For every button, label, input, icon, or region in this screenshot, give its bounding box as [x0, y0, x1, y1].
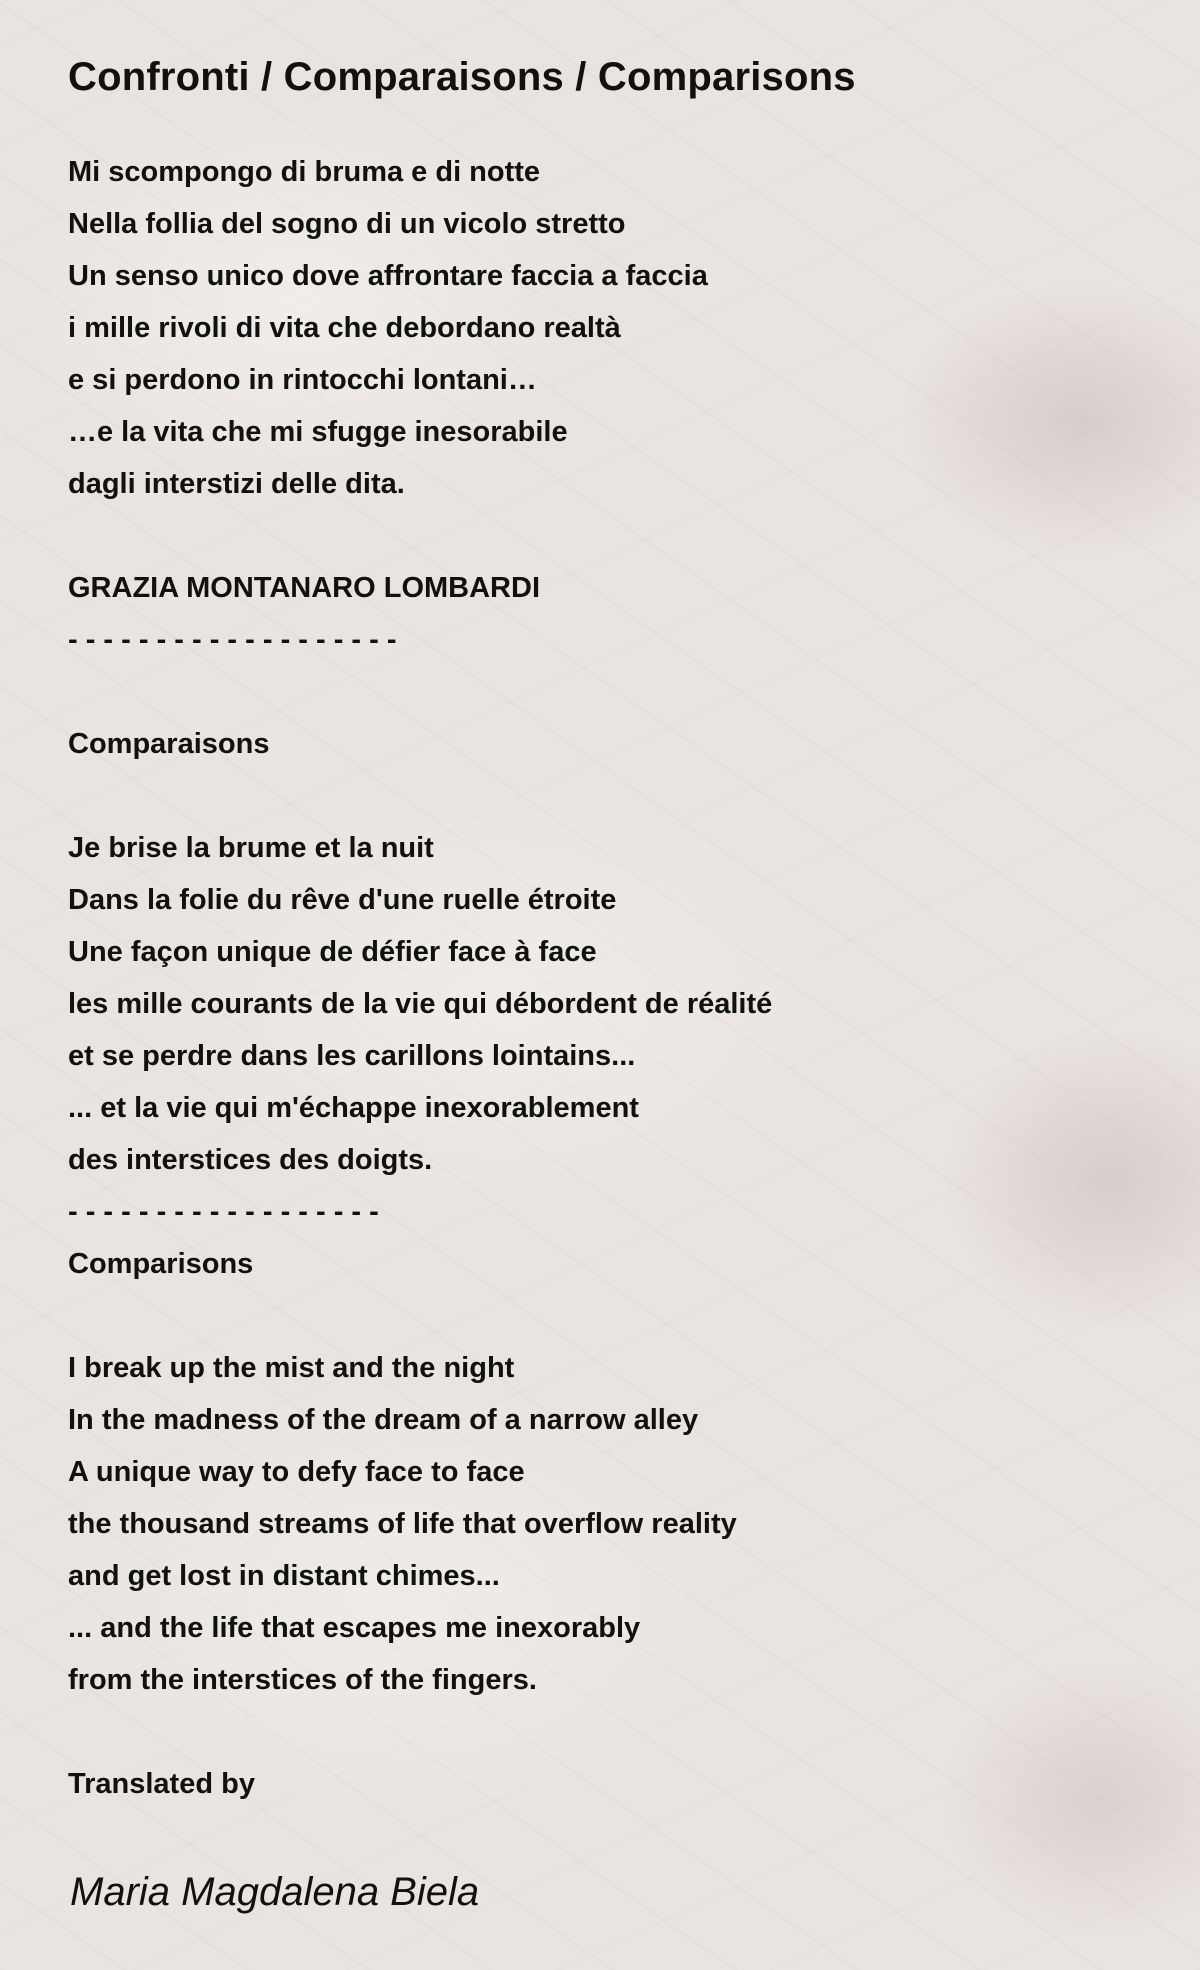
poem-line: In the madness of the dream of a narrow alley [68, 1404, 699, 1436]
poem-line: Je brise la brume et la nuit [68, 832, 434, 864]
blank-line [68, 510, 1148, 562]
poem-line: ... et la vie qui m'échappe inexorablement [68, 1092, 639, 1124]
separator-line: - - - - - - - - - - - - - - - - - - [68, 1196, 379, 1228]
poem-line: Nella follia del sogno di un vicolo stretto [68, 208, 626, 240]
poem-line: Une façon unique de défier face à face [68, 936, 597, 968]
poem-line: GRAZIA MONTANARO LOMBARDI [68, 572, 541, 604]
poem-title: Confronti / Comparaisons / Comparisons [68, 55, 856, 99]
poem-line: e si perdono in rintocchi lontani… [68, 364, 537, 396]
poem-line: and get lost in distant chimes... [68, 1560, 500, 1592]
poem-body [68, 146, 1148, 1810]
poem-author: Maria Magdalena Biela [70, 1870, 480, 1914]
blank-line [68, 770, 1148, 822]
poem-line: the thousand streams of life that overflow reality [68, 1508, 737, 1540]
poem-line: i mille rivoli di vita che debordano realtà [68, 312, 621, 344]
poem-line: I break up the mist and the night [68, 1352, 515, 1384]
blank-line [68, 666, 1148, 718]
poem-line: Un senso unico dove affrontare faccia a faccia [68, 260, 708, 292]
poem-line: ... and the life that escapes me inexorably [68, 1612, 641, 1644]
section-heading: Comparaisons [68, 728, 270, 760]
separator-line: - - - - - - - - - - - - - - - - - - - [68, 624, 397, 656]
poem-line: A unique way to defy face to face [68, 1456, 525, 1488]
blank-line [68, 1706, 1148, 1758]
poem-line: from the interstices of the fingers. [68, 1664, 537, 1696]
blank-line [68, 1290, 1148, 1342]
translated-by-label: Translated by [68, 1768, 255, 1800]
poem-line: Dans la folie du rêve d'une ruelle étroite [68, 884, 617, 916]
poem-container [68, 50, 1148, 1810]
section-heading: Comparisons [68, 1248, 254, 1280]
poem-line: dagli interstizi delle dita. [68, 468, 405, 500]
poem-line: des interstices des doigts. [68, 1144, 433, 1176]
poem-line: Mi scompongo di bruma e di notte [68, 156, 541, 188]
poem-line: les mille courants de la vie qui débordent de réalité [68, 988, 773, 1020]
poem-line: …e la vita che mi sfugge inesorabile [68, 416, 568, 448]
poem-line: et se perdre dans les carillons lointains... [68, 1040, 636, 1072]
